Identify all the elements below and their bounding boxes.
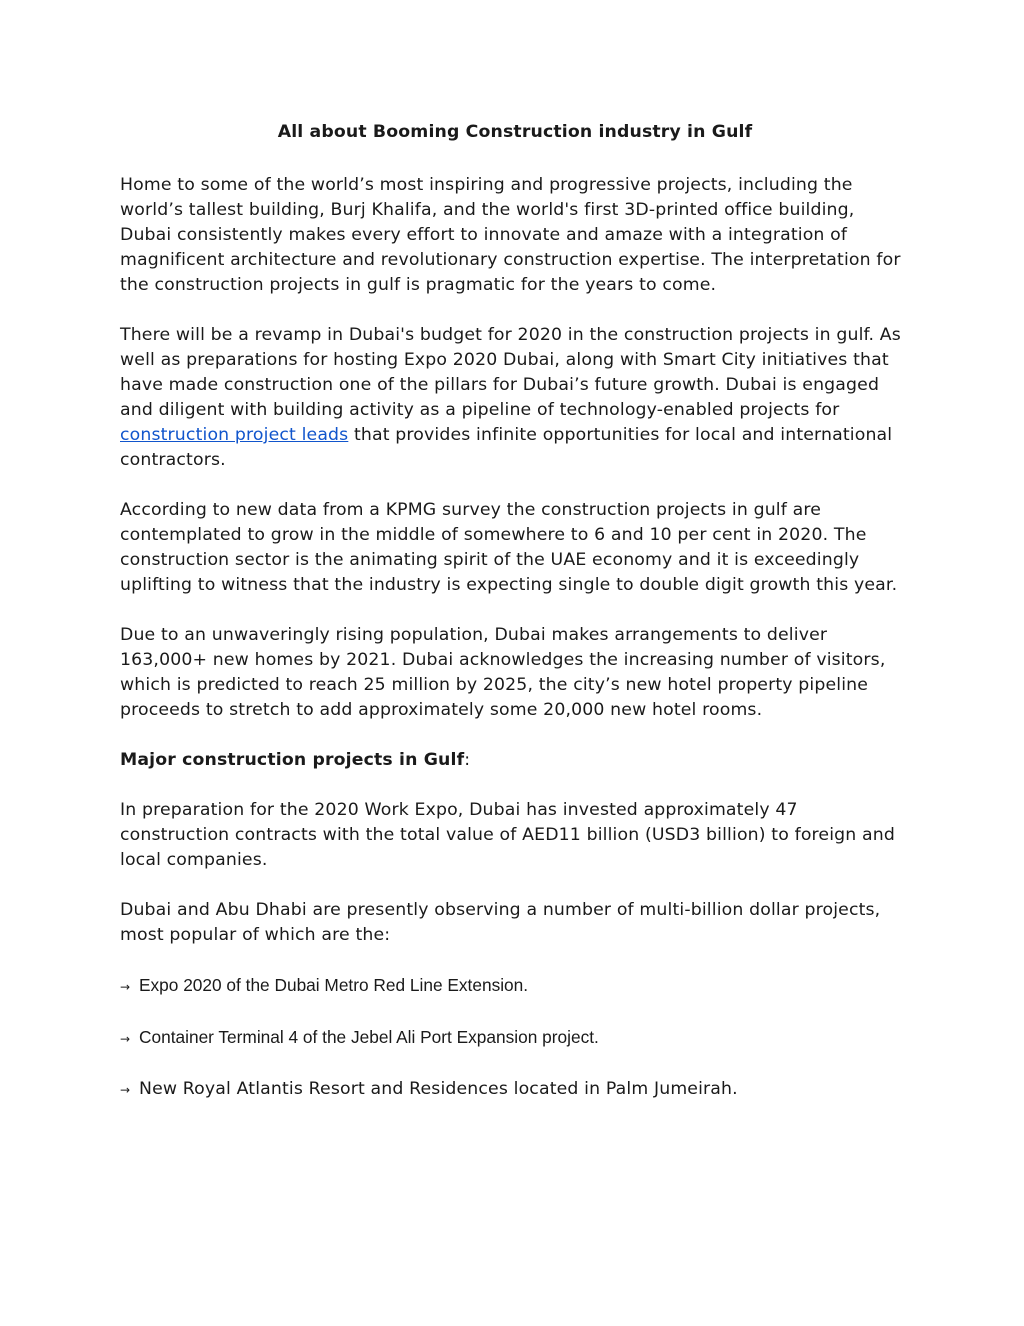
section-heading	[120, 748, 910, 773]
list-item	[120, 973, 910, 1000]
list-item	[120, 1025, 910, 1052]
list-item	[120, 1077, 910, 1103]
paragraph-budget-text-end: that provides infinite opportunities for local and international contractors.	[120, 425, 893, 470]
right-arrow-icon: →	[120, 1032, 131, 1046]
paragraph-kpmg: According to new data from a KPMG survey the construction projects in gulf are contemplated to grow in the middle of somewhere to 6 and 10 per cent in 2020. The construction sector is the animating spirit of the UAE economy and it is exceedingly uplifting to witness that the industry is expecting single to double digit growth this year.	[120, 500, 898, 595]
paragraph-population: Due to an unwaveringly rising population, Dubai makes arrangements to deliver 163,000+ new homes by 2021. Dubai acknowledges the increasing number of visitors, which is predicted to reach 25 million by 2025, the city’s new hotel property pipeline proceeds to stretch to add approximately some 20,000 new hotel rooms.	[120, 625, 886, 720]
list-item-text: New Royal Atlantis Resort and Residences located in Palm Jumeirah.	[139, 1079, 738, 1099]
document-title: All about Booming Construction industry in Gulf	[277, 122, 753, 142]
paragraph-budget-text-start: There will be a revamp in Dubai's budget for 2020 in the construction projects in gulf. As well as preparations for hosting Expo 2020 Dubai, along with Smart City initiatives that have made construction one of the pillars for Dubai’s future growth. Dubai is engaged and diligent with building activity as a pipeline of technology-enabled projects for	[120, 325, 901, 420]
paragraph-expo-contracts: In preparation for the 2020 Work Expo, Dubai has invested approximately 47 construction contracts with the total value of AED11 billion (USD3 billion) to foreign and local companies.	[120, 800, 895, 870]
list-item-text: Container Terminal 4 of the Jebel Ali Port Expansion project.	[139, 1027, 599, 1047]
section-heading-colon: :	[464, 750, 471, 770]
list-item-text: Expo 2020 of the Dubai Metro Red Line Extension.	[139, 975, 529, 995]
construction-project-leads-link[interactable]: construction project leads	[120, 425, 349, 445]
right-arrow-icon: →	[120, 980, 131, 994]
right-arrow-icon: →	[120, 1083, 131, 1097]
paragraph-budget	[120, 323, 910, 473]
section-heading-text: Major construction projects in Gulf	[120, 750, 465, 770]
document-body	[120, 120, 910, 1128]
paragraph-projects-intro: Dubai and Abu Dhabi are presently observing a number of multi-billion dollar projects, most popular of which are the:	[120, 900, 881, 945]
paragraph-intro: Home to some of the world’s most inspiring and progressive projects, including the world’s tallest building, Burj Khalifa, and the world's first 3D-printed office building, Dubai consistently makes every effort to innovate and amaze with a integration of magnificent architecture and revolutionary construction expertise. The interpretation for the construction projects in gulf is pragmatic for the years to come.	[120, 175, 901, 295]
